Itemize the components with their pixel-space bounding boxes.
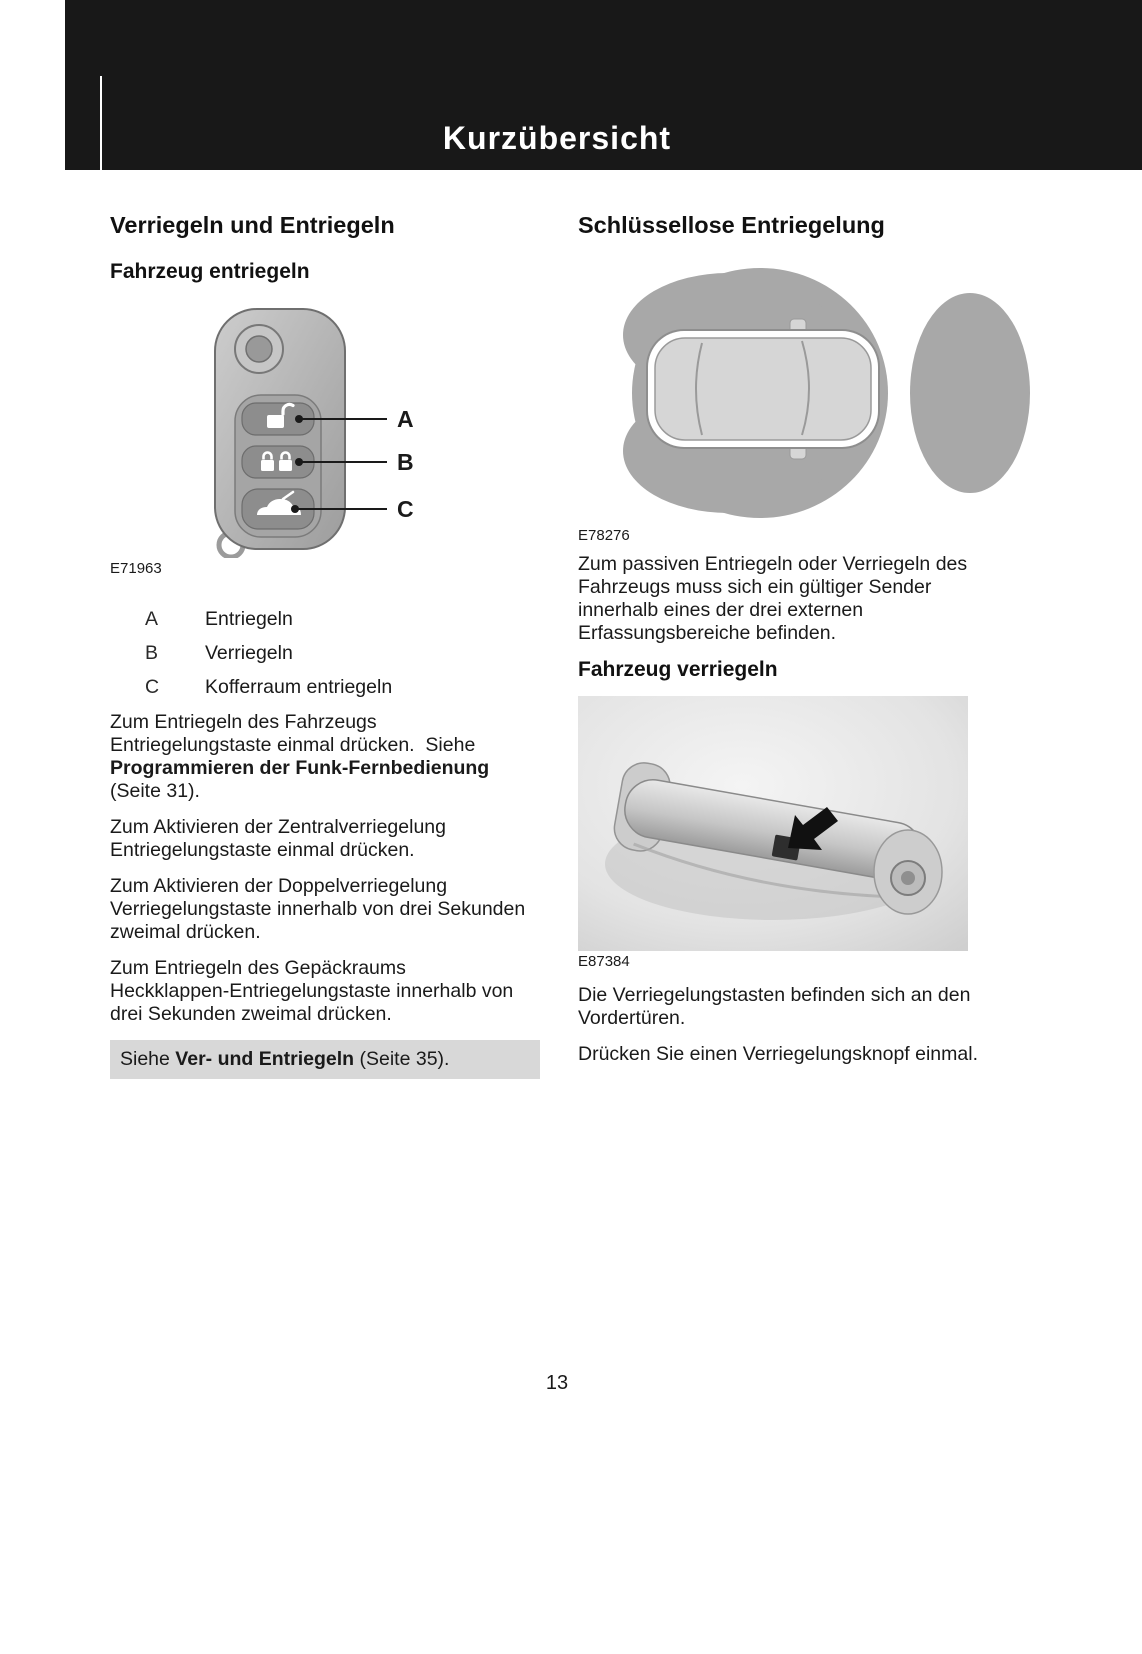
text-run: Zum Entriegeln des Gepäckraums <box>110 957 406 979</box>
paragraph-passive-entry: Zum passiven Entriegeln oder Verriegeln des Fahrzeugs muss sich ein gültiger Sender innerhalb eines der drei externen Erfassungsbereiche befinden. <box>578 553 968 644</box>
text-run: Zum Entriegeln des Fahrzeugs Entriegelungstaste einmal drücken. Siehe <box>110 711 476 756</box>
left-column <box>110 212 540 1079</box>
paragraph-unlock-vehicle <box>110 711 540 803</box>
key-cylinder-core <box>901 871 915 885</box>
page-title: Kurzübersicht <box>442 120 672 156</box>
paragraph-trunk-unlock <box>110 957 540 1026</box>
door-handle-illustration <box>578 696 968 951</box>
door-handle-figure <box>578 696 1008 951</box>
see-also-note <box>110 1040 540 1079</box>
legend-label: Verriegeln <box>205 642 293 664</box>
page-number: 13 <box>545 1372 569 1394</box>
text-run-bold-crossref: Ver- und Entriegeln <box>175 1048 355 1070</box>
legend-row <box>110 676 540 699</box>
key-button-legend <box>110 608 540 699</box>
figure-caption-key-fob: E71963 <box>110 560 162 577</box>
legend-label: Entriegeln <box>205 608 293 630</box>
legend-key: B <box>145 642 159 664</box>
text-run-bold-crossref: Programmieren der Funk-Fernbedienung <box>110 757 490 779</box>
legend-key: C <box>145 676 160 698</box>
callout-label-a: A <box>397 406 414 432</box>
legend-row <box>110 642 540 665</box>
paragraph-double-locking: Zum Aktivieren der Doppelverriegelung Verriegelungstaste innerhalb von drei Sekunden zweimal drücken. <box>110 875 526 943</box>
keyless-zones-figure <box>578 255 1008 525</box>
legend-label: Kofferraum entriegeln <box>205 676 393 698</box>
figure-caption-handle: E87384 <box>578 953 630 970</box>
section-heading-locking: Verriegeln und Entriegeln <box>110 212 395 238</box>
callout-label-b: B <box>397 449 414 475</box>
legend-key: A <box>145 608 159 630</box>
car-top-view <box>646 319 880 459</box>
paragraph-lock-buttons-location: Die Verriegelungstasten befinden sich an den Vordertüren. <box>578 984 971 1029</box>
callout-label-c: C <box>397 496 414 522</box>
paragraph-central-locking: Zum Aktivieren der Zentralverriegelung Entriegelungstaste einmal drücken. <box>110 816 446 861</box>
key-fob-figure <box>195 303 540 558</box>
legend-row <box>110 608 540 631</box>
text-run: innerhalb von drei Sekunden zweimal drücken. <box>110 980 514 1025</box>
detection-zones-illustration <box>578 255 1030 525</box>
subheading-lock-vehicle: Fahrzeug verriegeln <box>578 658 778 681</box>
subheading-unlock-vehicle: Fahrzeug entriegeln <box>110 260 310 283</box>
text-run: (Seite 31). <box>110 780 200 802</box>
right-column <box>578 212 1008 1079</box>
figure-caption-zones: E78276 <box>578 527 630 544</box>
text-run: Heckklappen-Entriegelungstaste <box>110 980 391 1002</box>
section-heading-keyless: Schlüssellose Entriegelung <box>578 212 885 238</box>
fold-release-button-inner <box>246 336 272 362</box>
car-body <box>655 338 871 440</box>
text-run: Siehe <box>120 1048 176 1070</box>
paragraph-press-lock-button: Drücken Sie einen Verriegelungsknopf einmal. <box>578 1043 978 1065</box>
text-run: (Seite 35). <box>354 1048 450 1070</box>
key-fob-illustration <box>195 303 505 558</box>
